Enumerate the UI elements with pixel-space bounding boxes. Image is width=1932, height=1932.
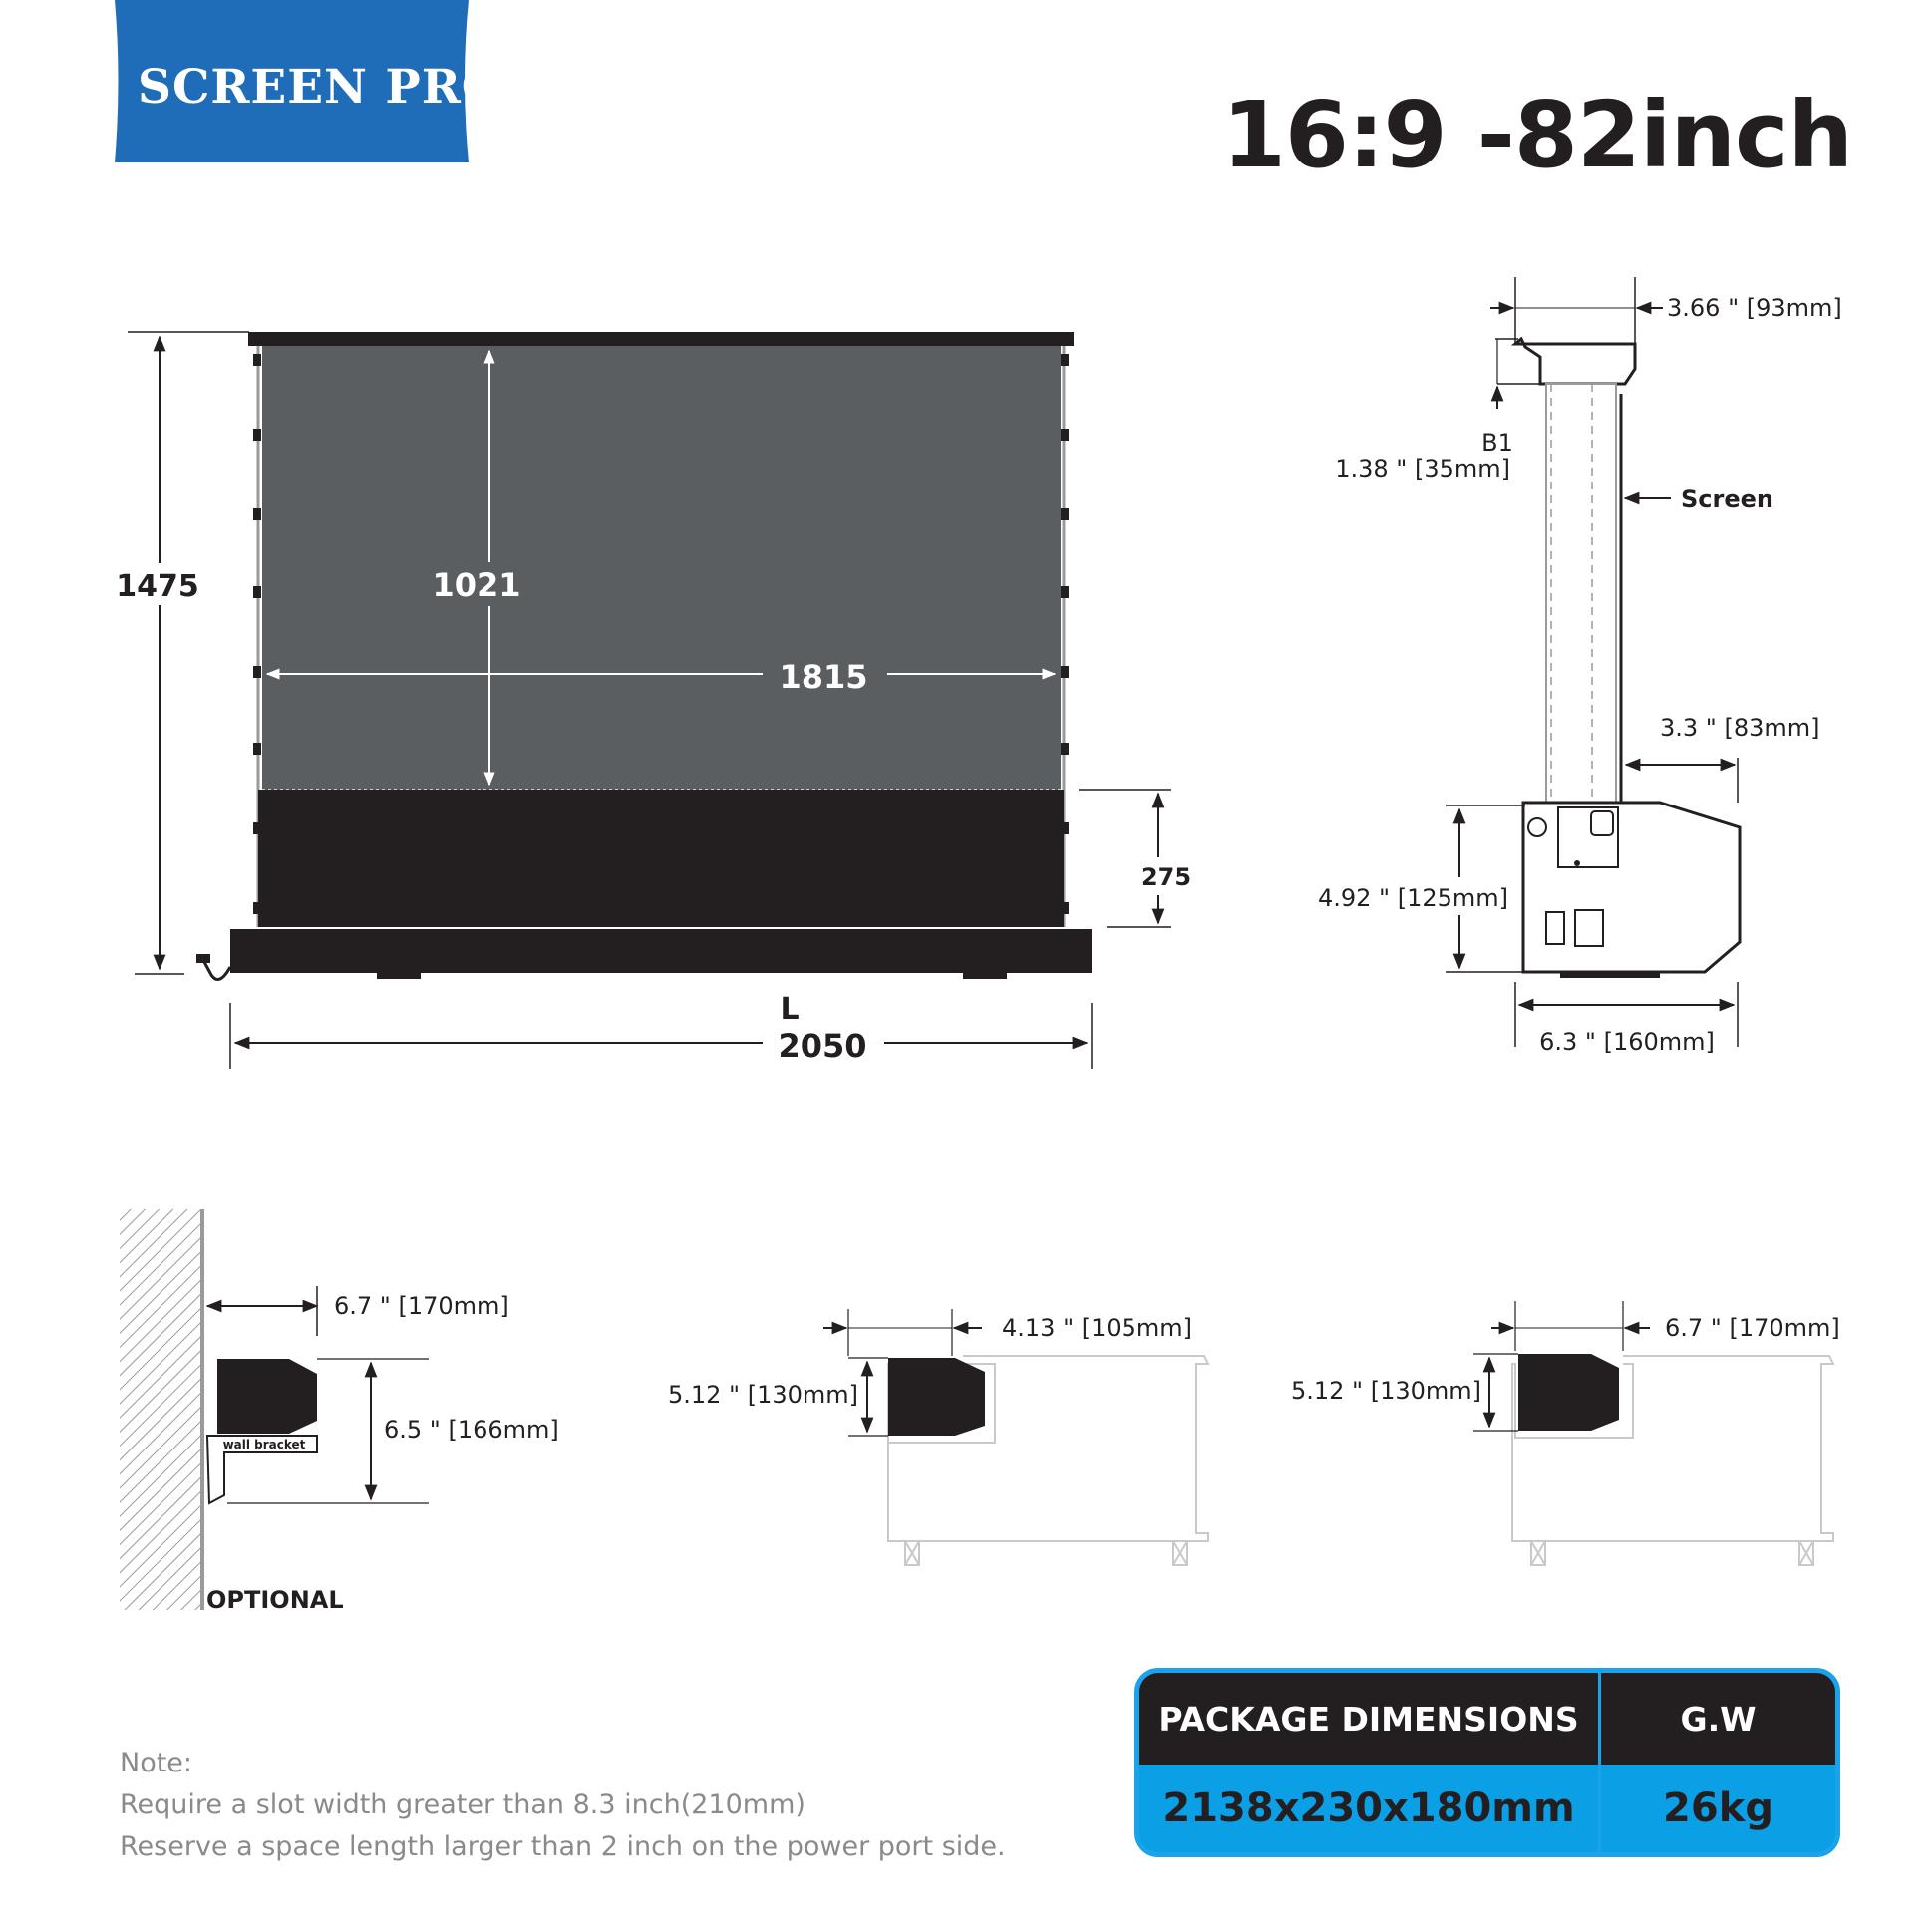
screen-black-border [258, 790, 1064, 927]
wall-depth-label: 6.7 " [170mm] [334, 1292, 509, 1320]
wall-housing [217, 1359, 317, 1434]
cabinet-mount-b [1291, 1301, 1840, 1565]
package-header-row [1139, 1673, 1835, 1765]
package-weight-header: G.W [1680, 1699, 1757, 1739]
page-title: 16:9 -82inch [1221, 82, 1852, 188]
length-value-label: 2050 [778, 1027, 867, 1065]
length-letter-label: L [780, 992, 800, 1027]
package-dimensions-header: PACKAGE DIMENSIONS [1139, 1673, 1601, 1765]
base-housing [230, 929, 1092, 973]
cabinet-b-depth-label: 6.7 " [170mm] [1665, 1314, 1840, 1342]
screen-height-label: 1021 [432, 566, 521, 604]
package-dimensions-value: 2138x230x180mm [1139, 1765, 1601, 1852]
side-mast [1546, 384, 1616, 803]
screen-viewing-area [262, 346, 1061, 790]
note-line-2: Reserve a space length larger than 2 inch on the power port side. [120, 1831, 1006, 1862]
note-line-1: Require a slot width greater than 8.3 inch(210mm) [120, 1789, 805, 1820]
switch-icon [1546, 912, 1564, 944]
package-value-row [1139, 1765, 1835, 1852]
note-block [120, 1743, 1006, 1868]
package-weight-value: 26kg [1663, 1785, 1773, 1831]
package-table [1134, 1668, 1840, 1857]
optional-label: OPTIONAL [206, 1586, 344, 1614]
brand-logo: SCREEN PRO [138, 60, 503, 115]
side-offset-label: 3.3 " [83mm] [1660, 714, 1820, 742]
housing-height-label: 4.92 " [125mm] [1317, 884, 1508, 912]
power-button-icon [1528, 818, 1546, 836]
side-housing [1523, 803, 1740, 972]
cabinet-a-depth-label: 4.13 " [105mm] [1002, 1314, 1193, 1342]
side-view [1318, 277, 1842, 1056]
wall-hatch [120, 1209, 201, 1610]
wall-mount-view [120, 1209, 559, 1614]
front-view [110, 332, 1198, 1069]
screen-width-label: 1815 [779, 658, 868, 696]
base-height-label: 275 [1140, 863, 1192, 891]
cabinet-mount-a [668, 1309, 1208, 1565]
screen-callout-label: Screen [1681, 485, 1773, 513]
power-plug-icon [204, 962, 230, 980]
cabinet-b-height-label: 5.12 " [130mm] [1290, 1377, 1481, 1405]
housing-depth-label: 6.3 " [160mm] [1539, 1028, 1715, 1056]
note-heading: Note: [120, 1748, 193, 1778]
side-top-cap [1515, 339, 1635, 384]
screen-top-bar [248, 332, 1074, 346]
b1-label: B1 [1481, 429, 1513, 457]
b1-value-label: 1.38 " [35mm] [1335, 455, 1510, 483]
wall-bracket-label: wall bracket [222, 1438, 306, 1451]
wall-height-label: 6.5 " [166mm] [384, 1416, 559, 1444]
cabinet-b-housing [1518, 1354, 1619, 1431]
cabinet-a-height-label: 5.12 " [130mm] [667, 1381, 858, 1409]
height-total-label: 1475 [116, 569, 199, 604]
side-top-width-label: 3.66 " [93mm] [1667, 294, 1842, 322]
cabinet-a-housing [888, 1358, 985, 1436]
power-socket-icon [1575, 910, 1603, 946]
